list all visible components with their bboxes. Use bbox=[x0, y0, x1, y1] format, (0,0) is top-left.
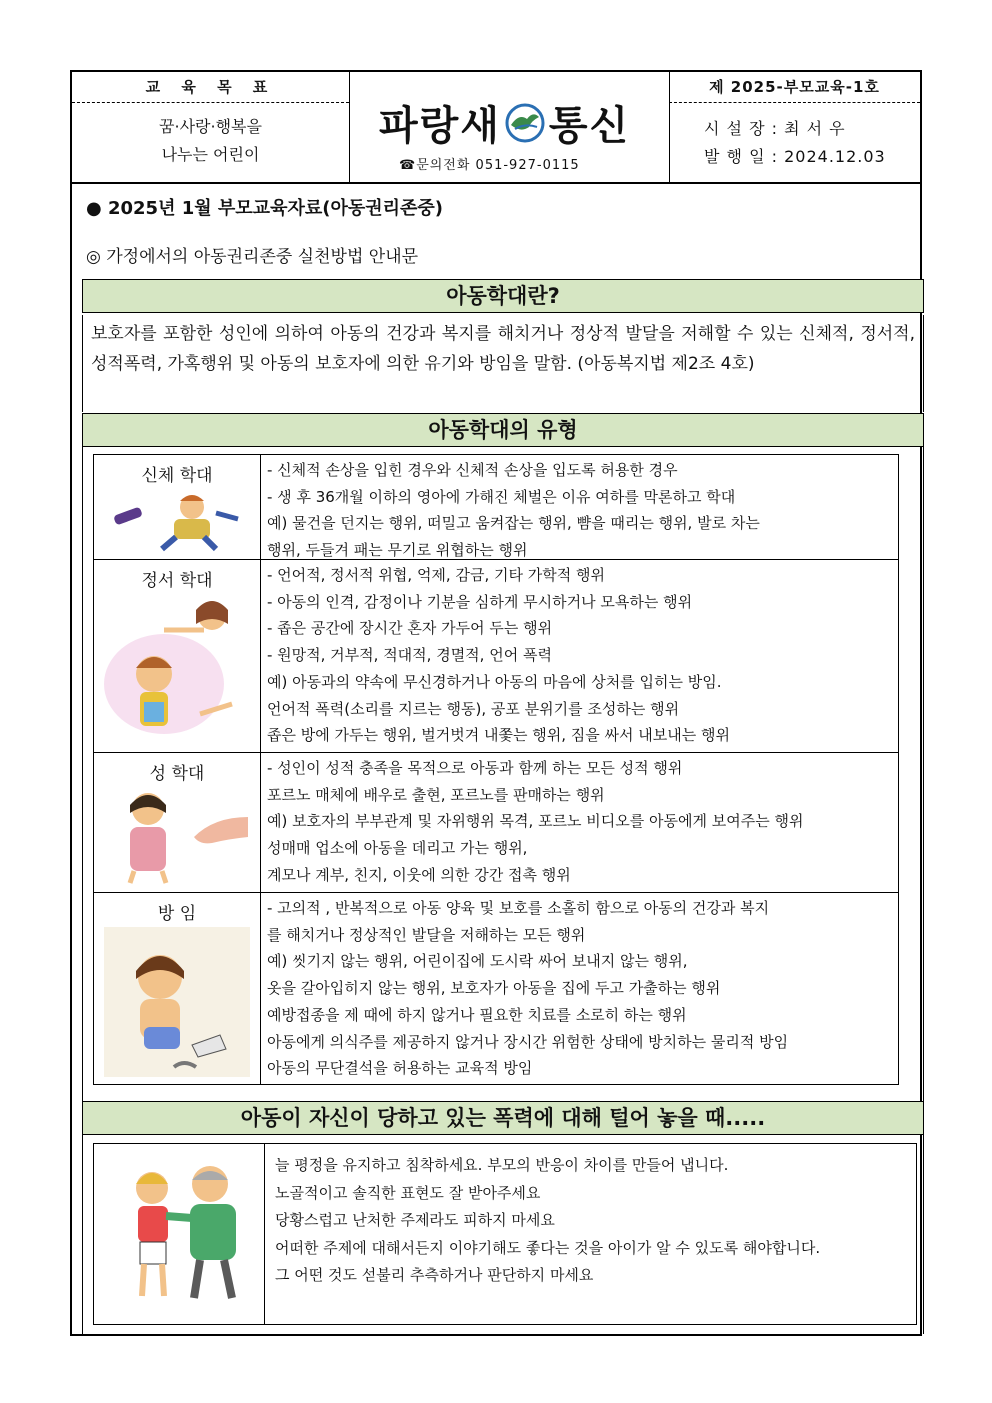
list-item: 늘 평정을 유지하고 침착하세요. 부모의 반응이 차이를 만들어 냅니다. bbox=[275, 1156, 729, 1174]
list-item: 좁은 방에 가두는 행위, 벌거벗겨 내쫓는 행위, 짐을 싸서 내보내는 행위 bbox=[267, 726, 730, 745]
definition-body: 보호자를 포함한 성인에 의하여 아동의 건강과 복지를 해치거나 정상적 발달을 저해할 수 있는 신체적, 정서적, 성적폭력, 가혹행위 및 아동의 보호자에 의한 유기와 방임을 말함. (아동복지법 제2조 4호) bbox=[91, 324, 915, 374]
list-item: 그 어떤 것도 섣불리 추측하거나 판단하지 마세요 bbox=[275, 1266, 594, 1284]
list-item: - 언어적, 정서적 위협, 억제, 감금, 기타 가학적 행위 bbox=[267, 566, 605, 584]
section-title: ● 2025년 1월 부모교육자료(아동권리존중) bbox=[86, 198, 444, 219]
list-item: 성매매 업소에 아동을 데리고 가는 행위, bbox=[267, 839, 528, 858]
list-item: 를 해치거나 정상적인 발달을 저해하는 모든 행위 bbox=[267, 925, 586, 944]
parent-child-image bbox=[104, 1158, 254, 1308]
types-section bbox=[82, 447, 924, 1101]
sexual-abuse-text bbox=[261, 753, 898, 892]
list-item: - 신체적 손상을 입힌 경우와 신체적 손상을 입도록 허용한 경우 bbox=[267, 461, 678, 479]
neglect-illustration bbox=[94, 893, 261, 1084]
list-item: 계모나 계부, 친지, 이웃에 의한 강간 접촉 행위 bbox=[267, 865, 571, 884]
list-item: 아동에게 의식주를 제공하지 않거나 장시간 위험한 상태에 방치하는 물리적 방임 bbox=[267, 1032, 789, 1051]
types-heading: 아동학대의 유형 bbox=[82, 413, 924, 447]
goal-panel bbox=[72, 72, 350, 182]
neglect-text bbox=[261, 893, 898, 1084]
phone-number: ☎문의전화 051-927-0115 bbox=[399, 158, 580, 173]
abuse-types-table bbox=[93, 454, 899, 1085]
sexual-abuse-illustration bbox=[94, 753, 261, 892]
bird-logo-icon bbox=[505, 103, 545, 143]
director: 시 설 장 : 최 서 우 bbox=[704, 119, 846, 138]
list-item: 예방접종을 제 때에 하지 않거나 필요한 치료를 소로히 하는 행위 bbox=[267, 1005, 687, 1024]
logo-right-text: 통신 bbox=[548, 102, 631, 149]
emotional-abuse-text bbox=[261, 560, 898, 752]
publish-date: 발 행 일 : 2024.12.03 bbox=[704, 147, 886, 166]
issue-number: 제 2025-부모교육-1호 bbox=[669, 72, 920, 103]
physical-abuse-text bbox=[261, 455, 898, 559]
list-item: 옷을 갈아입히지 않는 행위, 보호자가 아동을 집에 두고 가출하는 행위 bbox=[267, 979, 721, 998]
type-label: 정서 학대 bbox=[141, 571, 213, 591]
list-item: - 고의적 , 반복적으로 아동 양육 및 보호를 소홀히 함으로 아동의 건강과 복지 bbox=[267, 899, 770, 917]
definition-text bbox=[82, 315, 924, 412]
table-row bbox=[94, 893, 898, 1084]
emotional-abuse-image bbox=[104, 594, 250, 744]
list-item: 어떠한 주제에 대해서든지 이야기해도 좋다는 것을 아이가 알 수 있도록 해야합니다. bbox=[275, 1238, 821, 1257]
logo-panel bbox=[349, 72, 670, 182]
list-item: - 좁은 공간에 장시간 혼자 가두어 두는 행위 bbox=[267, 619, 553, 638]
header bbox=[72, 72, 920, 184]
newsletter-frame bbox=[70, 70, 922, 1336]
list-item: 포르노 매체에 배우로 출현, 포르노를 판매하는 행위 bbox=[267, 785, 605, 804]
table-row bbox=[94, 753, 898, 893]
goal-label: 교 육 목 표 bbox=[72, 72, 349, 103]
list-item: - 성인이 성적 충족을 목적으로 아동과 함께 하는 모든 성적 행위 bbox=[267, 759, 683, 777]
list-item: 노골적이고 솔직한 표현도 잘 받아주세요 bbox=[275, 1183, 541, 1202]
goal-line-1: 꿈·사랑·행복을 bbox=[159, 117, 262, 136]
telling-text bbox=[265, 1144, 916, 1324]
newsletter-logo bbox=[379, 94, 630, 151]
list-item: 예) 보호자의 부부관계 및 자위행위 목격, 포르노 비디오를 아동에게 보여주는 행위 bbox=[267, 812, 804, 831]
emotional-abuse-illustration bbox=[94, 560, 261, 752]
sexual-abuse-image bbox=[104, 787, 250, 885]
type-label: 방 임 bbox=[157, 904, 197, 924]
goal-line-2: 나누는 어린이 bbox=[161, 145, 260, 164]
telling-section bbox=[82, 1133, 924, 1334]
list-item: 예) 아동과의 약속에 무신경하거나 아동의 마음에 상처를 입히는 방임. bbox=[267, 672, 722, 691]
list-item: 예) 물건을 던지는 행위, 떠밀고 움켜잡는 행위, 뺨을 때리는 행위, 발로 차는 bbox=[267, 514, 760, 533]
type-label: 성 학대 bbox=[149, 764, 205, 784]
table-row bbox=[94, 455, 898, 560]
issue-panel bbox=[669, 72, 920, 182]
list-item: 언어적 폭력(소리를 지르는 행동), 공포 분위기를 조성하는 행위 bbox=[267, 699, 680, 718]
list-item: - 원망적, 거부적, 적대적, 경멸적, 언어 폭력 bbox=[267, 646, 552, 665]
parent-child-illustration bbox=[94, 1144, 265, 1324]
list-item: - 생 후 36개월 이하의 영아에 가해진 체벌은 이유 여하를 막론하고 학대 bbox=[267, 487, 736, 506]
list-item: 행위, 두들겨 패는 무기로 위협하는 행위 bbox=[267, 541, 528, 560]
type-label: 신체 학대 bbox=[141, 466, 213, 486]
physical-abuse-illustration bbox=[94, 455, 261, 559]
list-item: - 아동의 인격, 감정이나 기분을 심하게 무시하거나 모욕하는 행위 bbox=[267, 592, 693, 611]
telling-table bbox=[93, 1143, 917, 1325]
subtitle: ◎ 가정에서의 아동권리존중 실천방법 안내문 bbox=[86, 247, 419, 267]
physical-abuse-image bbox=[104, 489, 250, 553]
definition-heading: 아동학대란? bbox=[82, 279, 924, 313]
list-item: 당황스럽고 난처한 주제라도 피하지 마세요 bbox=[275, 1211, 555, 1229]
logo-left-text: 파랑새 bbox=[379, 102, 501, 149]
list-item: 아동의 무단결석을 허용하는 교육적 방임 bbox=[267, 1059, 533, 1078]
telling-heading: 아동이 자신이 당하고 있는 폭력에 대해 털어 놓을 때..... bbox=[82, 1101, 924, 1135]
neglect-image bbox=[104, 927, 250, 1077]
list-item: 예) 씻기지 않는 행위, 어린이집에 도시락 싸어 보내지 않는 행위, bbox=[267, 952, 688, 971]
table-row bbox=[94, 560, 898, 753]
